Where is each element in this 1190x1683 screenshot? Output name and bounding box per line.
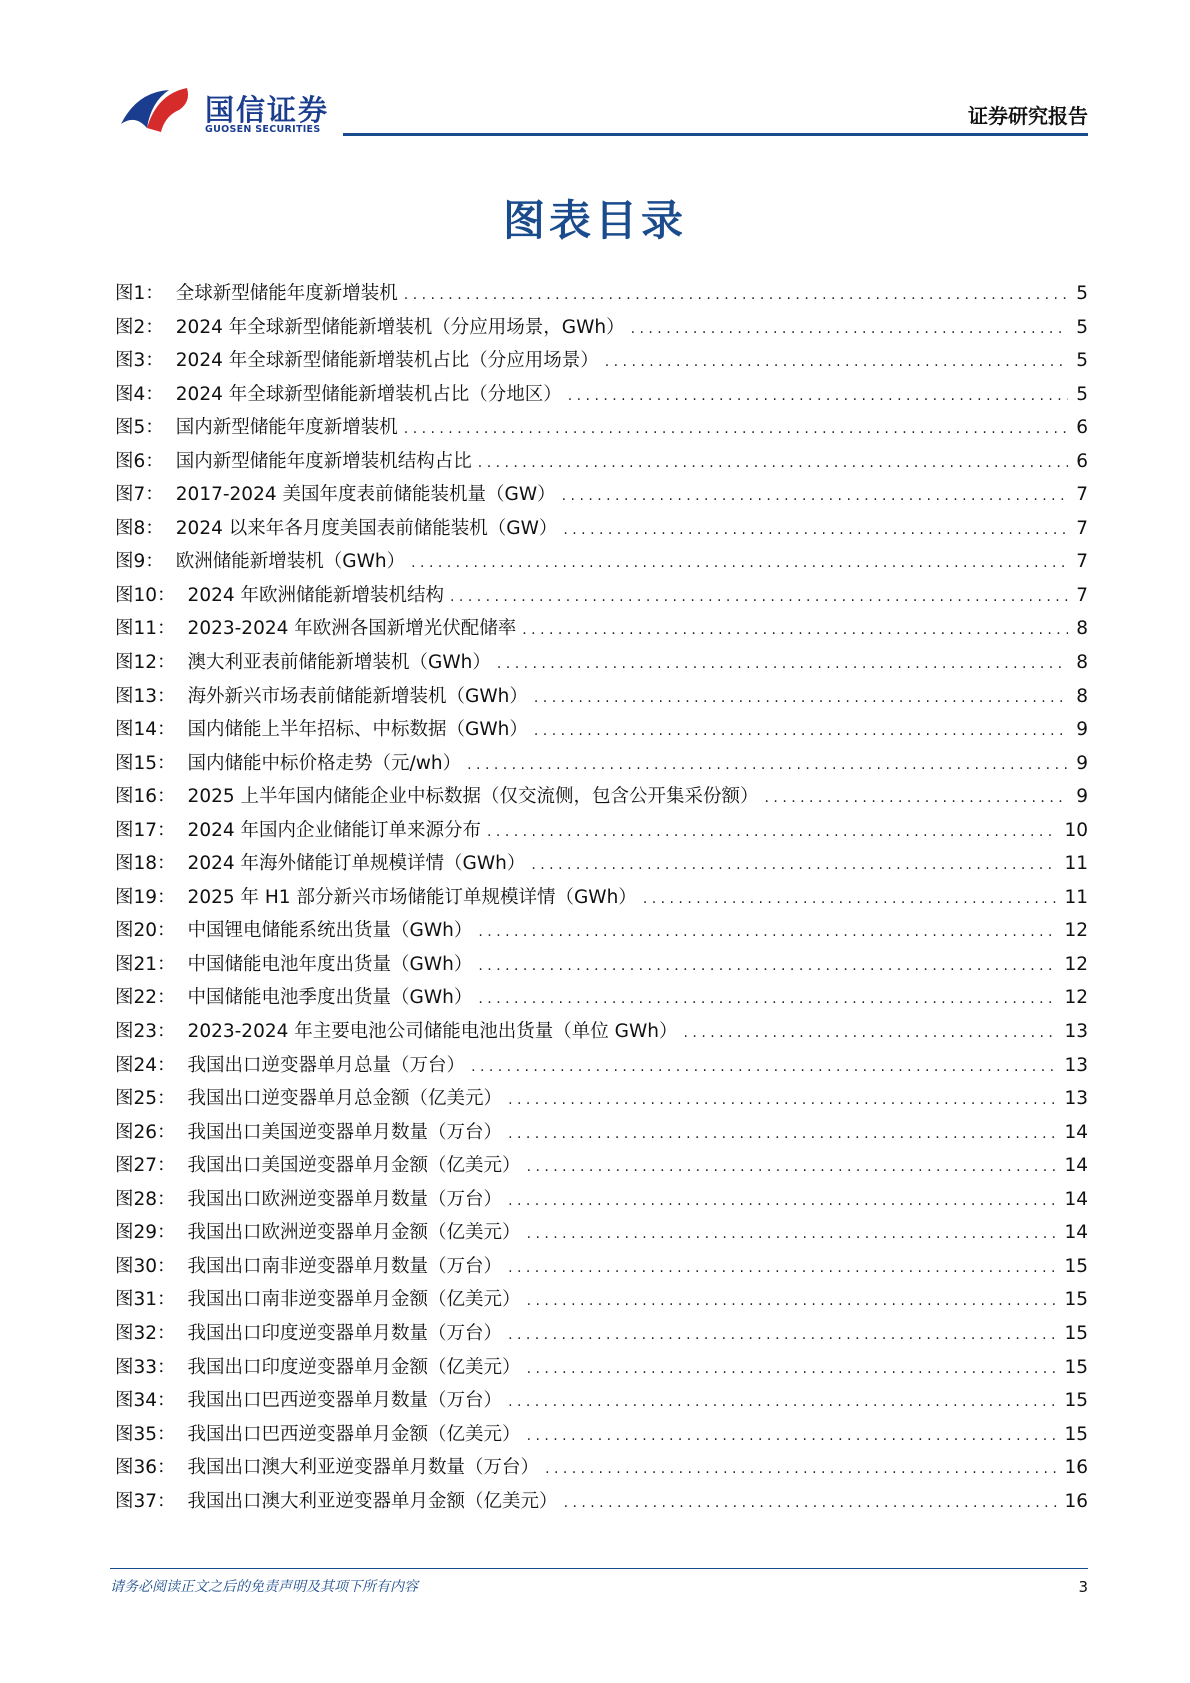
toc-figure-title: 我国出口南非逆变器单月金额（亿美元） [187, 1289, 521, 1311]
toc-entry[interactable] [115, 378, 1088, 412]
toc-dot-leader [522, 614, 1068, 648]
toc-entry[interactable] [115, 344, 1088, 378]
toc-figure-label: 图9： [115, 551, 164, 573]
toc-figure-title: 中国锂电储能系统出货量（GWh） [187, 920, 473, 942]
toc-dot-leader [527, 1285, 1059, 1319]
toc-figure-title: 2024 年全球新型储能新增装机占比（分应用场景） [175, 350, 599, 372]
toc-figure-title: 2017-2024 美国年度表前储能装机量（GW） [175, 484, 556, 506]
toc-figure-title: 我国出口逆变器单月总量（万台） [187, 1054, 466, 1076]
toc-entry[interactable] [115, 1116, 1088, 1150]
toc-figure-label: 图25： [115, 1088, 176, 1110]
toc-figure-title: 2024 以来年各月度美国表前储能装机（GW） [175, 517, 558, 539]
toc-page-number: 14 [1064, 1188, 1088, 1210]
toc-page-number: 15 [1064, 1390, 1088, 1412]
toc-dot-leader [534, 715, 1068, 749]
toc-figure-title: 我国出口美国逆变器单月数量（万台） [187, 1121, 503, 1143]
toc-figure-title: 2024 年海外储能订单规模详情（GWh） [187, 853, 526, 875]
toc-figure-label: 图21： [115, 953, 176, 975]
toc-figure-label: 图22： [115, 987, 176, 1009]
toc-dot-leader [450, 581, 1068, 615]
toc-figure-title: 2024 年欧洲储能新增装机结构 [187, 584, 445, 606]
toc-entry[interactable] [115, 512, 1088, 546]
toc-dot-leader [508, 1084, 1058, 1118]
toc-dot-leader [564, 1487, 1059, 1521]
toc-dot-leader [563, 514, 1068, 548]
report-type-label: 证券研究报告 [968, 104, 1088, 128]
toc-figure-title: 2024 年全球新型储能新增装机占比（分地区） [175, 383, 562, 405]
toc-figure-title: 国内储能中标价格走势（元/wh） [187, 752, 462, 774]
toc-entry[interactable] [115, 780, 1088, 814]
toc-entry[interactable] [115, 948, 1088, 982]
header-divider [343, 133, 1088, 136]
toc-figure-label: 图12： [115, 652, 176, 674]
toc-page-number: 15 [1064, 1423, 1088, 1445]
toc-figure-title: 2025 年 H1 部分新兴市场储能订单规模详情（GWh） [187, 886, 637, 908]
toc-page-number: 12 [1064, 920, 1088, 942]
toc-dot-leader [527, 1218, 1059, 1252]
toc-figure-label: 图7： [115, 484, 164, 506]
toc-figure-label: 图14： [115, 719, 176, 741]
toc-page-number: 11 [1064, 853, 1088, 875]
toc-figure-label: 图8： [115, 517, 164, 539]
toc-figure-label: 图18： [115, 853, 176, 875]
toc-entry[interactable] [115, 713, 1088, 747]
toc-page-number: 9 [1076, 719, 1088, 741]
toc-page-number: 5 [1076, 283, 1088, 304]
toc-page-number: 6 [1076, 450, 1088, 472]
toc-page-number: 12 [1064, 953, 1088, 975]
toc-dot-leader [568, 380, 1068, 414]
toc-figure-title: 中国储能电池年度出货量（GWh） [187, 953, 473, 975]
toc-dot-leader [765, 782, 1068, 816]
toc-figure-title: 全球新型储能年度新增装机 [175, 283, 398, 304]
toc-page-number: 10 [1064, 819, 1088, 841]
toc-page-number: 13 [1064, 1054, 1088, 1076]
toc-entry[interactable] [115, 1451, 1088, 1485]
toc-figure-title: 我国出口澳大利亚逆变器单月金额（亿美元） [187, 1490, 558, 1512]
toc-dot-leader [684, 1017, 1059, 1051]
toc-page-number: 7 [1076, 551, 1088, 573]
toc-entry[interactable] [115, 1216, 1088, 1250]
toc-figure-title: 我国出口澳大利亚逆变器单月数量（万台） [187, 1457, 540, 1479]
toc-figure-label: 图28： [115, 1188, 176, 1210]
toc-page-number: 8 [1076, 685, 1088, 707]
toc-entry[interactable] [115, 1183, 1088, 1217]
toc-dot-leader [478, 916, 1058, 950]
toc-figure-title: 欧洲储能新增装机（GWh） [175, 551, 406, 573]
toc-entry[interactable] [115, 1250, 1088, 1284]
toc-entry[interactable] [115, 1015, 1088, 1049]
toc-figure-title: 我国出口欧洲逆变器单月金额（亿美元） [187, 1222, 521, 1244]
toc-figure-title: 我国出口美国逆变器单月金额（亿美元） [187, 1155, 521, 1177]
toc-dot-leader [471, 1051, 1058, 1085]
footer-divider [110, 1568, 1088, 1569]
toc-figure-label: 图5： [115, 417, 164, 439]
toc-figure-label: 图29： [115, 1222, 176, 1244]
toc-page-number: 7 [1076, 517, 1088, 539]
page-header [0, 0, 1190, 140]
toc-figure-label: 图30： [115, 1255, 176, 1277]
guosen-logo-icon [117, 84, 197, 136]
toc-page-number: 15 [1064, 1255, 1088, 1277]
toc-figure-label: 图33： [115, 1356, 176, 1378]
toc-page-number: 13 [1064, 1021, 1088, 1043]
toc-entry[interactable] [115, 1351, 1088, 1385]
toc-figure-label: 图37： [115, 1490, 176, 1512]
toc-page-number: 5 [1076, 350, 1088, 372]
toc-figure-title: 澳大利亚表前储能新增装机（GWh） [187, 652, 491, 674]
toc-page-number: 7 [1076, 584, 1088, 606]
toc-figure-title: 海外新兴市场表前储能新增装机（GWh） [187, 685, 528, 707]
toc-dot-leader [527, 1151, 1059, 1185]
toc-page-number: 14 [1064, 1121, 1088, 1143]
toc-page-number: 13 [1064, 1088, 1088, 1110]
toc-entry[interactable] [115, 1049, 1088, 1083]
disclaimer-note: 请务必阅读正文之后的免责声明及其项下所有内容 [110, 1579, 418, 1595]
toc-figure-label: 图10： [115, 584, 176, 606]
toc-figure-title: 我国出口巴西逆变器单月金额（亿美元） [187, 1423, 521, 1445]
toc-dot-leader [478, 983, 1058, 1017]
company-logo [117, 84, 357, 140]
toc-page-number: 9 [1076, 786, 1088, 808]
toc-figure-title: 我国出口巴西逆变器单月数量（万台） [187, 1390, 503, 1412]
toc-figure-label: 图27： [115, 1155, 176, 1177]
toc-entry[interactable] [115, 311, 1088, 345]
page-number: 3 [1078, 1578, 1088, 1596]
toc-entry[interactable] [115, 881, 1088, 915]
toc-figure-title: 国内储能上半年招标、中标数据（GWh） [187, 719, 528, 741]
toc-figure-label: 图15： [115, 752, 176, 774]
toc-dot-leader [605, 346, 1068, 380]
toc-dot-leader [508, 1319, 1058, 1353]
logo-english-name: GUOSEN SECURITIES [205, 124, 321, 135]
toc-figure-label: 图3： [115, 350, 164, 372]
toc-entry[interactable] [115, 1082, 1088, 1116]
toc-figure-title: 2023-2024 年欧洲各国新增光伏配储率 [187, 618, 517, 640]
toc-entry[interactable] [115, 1317, 1088, 1351]
toc-page-number: 5 [1076, 316, 1088, 338]
toc-figure-label: 图34： [115, 1390, 176, 1412]
toc-entry[interactable] [115, 981, 1088, 1015]
toc-entry[interactable] [115, 545, 1088, 579]
toc-page-number: 6 [1076, 417, 1088, 439]
toc-dot-leader [527, 1420, 1059, 1454]
logo-chinese-name: 国信证券 [205, 93, 330, 127]
toc-page-number: 15 [1064, 1322, 1088, 1344]
toc-page-number: 14 [1064, 1222, 1088, 1244]
toc-figure-title: 我国出口欧洲逆变器单月数量（万台） [187, 1188, 503, 1210]
toc-figure-label: 图17： [115, 819, 176, 841]
toc-page-number: 11 [1064, 886, 1088, 908]
toc-entry[interactable] [115, 847, 1088, 881]
toc-dot-leader [497, 648, 1068, 682]
toc-entry[interactable] [115, 814, 1088, 848]
toc-figure-title: 我国出口印度逆变器单月金额（亿美元） [187, 1356, 521, 1378]
toc-entry[interactable] [115, 612, 1088, 646]
toc-figure-label: 图11： [115, 618, 176, 640]
toc-page-number: 16 [1064, 1457, 1088, 1479]
toc-figure-title: 我国出口逆变器单月总金额（亿美元） [187, 1088, 503, 1110]
toc-dot-leader [527, 1353, 1059, 1387]
toc-dot-leader [404, 279, 1068, 313]
toc-entry[interactable] [115, 478, 1088, 512]
toc-entry[interactable] [115, 1418, 1088, 1452]
toc-figure-title: 国内新型储能年度新增装机 [175, 417, 398, 439]
toc-dot-leader [545, 1453, 1058, 1487]
toc-dot-leader [508, 1386, 1058, 1420]
toc-figure-label: 图16： [115, 786, 176, 808]
toc-page-number: 5 [1076, 383, 1088, 405]
figure-toc-list [115, 277, 1088, 1518]
toc-figure-title: 我国出口南非逆变器单月数量（万台） [187, 1255, 503, 1277]
toc-figure-label: 图13： [115, 685, 176, 707]
toc-figure-title: 国内新型储能年度新增装机结构占比 [175, 450, 472, 472]
toc-entry[interactable] [115, 445, 1088, 479]
toc-dot-leader [411, 547, 1068, 581]
toc-entry[interactable] [115, 680, 1088, 714]
toc-entry[interactable] [115, 646, 1088, 680]
toc-dot-leader [534, 682, 1068, 716]
toc-dot-leader [404, 413, 1068, 447]
toc-entry[interactable] [115, 411, 1088, 445]
toc-figure-label: 图2： [115, 316, 164, 338]
toc-figure-label: 图1： [115, 283, 164, 304]
toc-page-number: 15 [1064, 1289, 1088, 1311]
toc-figure-label: 图20： [115, 920, 176, 942]
toc-dot-leader [478, 950, 1058, 984]
toc-entry[interactable] [115, 1485, 1088, 1519]
toc-dot-leader [487, 816, 1058, 850]
toc-dot-leader [508, 1252, 1058, 1286]
toc-figure-label: 图6： [115, 450, 164, 472]
toc-figure-title: 我国出口印度逆变器单月数量（万台） [187, 1322, 503, 1344]
toc-page-number: 7 [1076, 484, 1088, 506]
toc-page-number: 8 [1076, 652, 1088, 674]
toc-dot-leader [478, 447, 1068, 481]
page-title: 图表目录 [502, 196, 687, 245]
toc-figure-title: 中国储能电池季度出货量（GWh） [187, 987, 473, 1009]
toc-entry[interactable] [115, 747, 1088, 781]
toc-dot-leader [631, 313, 1068, 347]
toc-figure-title: 2024 年全球新型储能新增装机（分应用场景，GWh） [175, 316, 625, 338]
toc-figure-label: 图32： [115, 1322, 176, 1344]
toc-figure-title: 2025 上半年国内储能企业中标数据（仅交流侧，包含公开集采份额） [187, 786, 759, 808]
toc-entry[interactable] [115, 1384, 1088, 1418]
toc-dot-leader [467, 749, 1068, 783]
toc-figure-label: 图31： [115, 1289, 176, 1311]
toc-dot-leader [562, 480, 1068, 514]
toc-page-number: 14 [1064, 1155, 1088, 1177]
toc-entry[interactable] [115, 579, 1088, 613]
toc-page-number: 8 [1076, 618, 1088, 640]
toc-dot-leader [643, 883, 1059, 917]
toc-entry[interactable] [115, 1149, 1088, 1183]
toc-dot-leader [531, 849, 1058, 883]
toc-page-number: 9 [1076, 752, 1088, 774]
toc-figure-label: 图26： [115, 1121, 176, 1143]
toc-figure-label: 图24： [115, 1054, 176, 1076]
toc-entry[interactable] [115, 277, 1088, 311]
toc-dot-leader [508, 1118, 1058, 1152]
toc-figure-label: 图23： [115, 1021, 176, 1043]
toc-figure-title: 2023-2024 年主要电池公司储能电池出货量（单位 GWh） [187, 1021, 678, 1043]
toc-page-number: 16 [1064, 1490, 1088, 1512]
toc-figure-label: 图4： [115, 383, 164, 405]
toc-entry[interactable] [115, 1283, 1088, 1317]
toc-figure-label: 图36： [115, 1457, 176, 1479]
toc-figure-label: 图35： [115, 1423, 176, 1445]
toc-page-number: 12 [1064, 987, 1088, 1009]
toc-figure-label: 图19： [115, 886, 176, 908]
toc-entry[interactable] [115, 914, 1088, 948]
toc-figure-title: 2024 年国内企业储能订单来源分布 [187, 819, 482, 841]
toc-dot-leader [508, 1185, 1058, 1219]
toc-page-number: 15 [1064, 1356, 1088, 1378]
